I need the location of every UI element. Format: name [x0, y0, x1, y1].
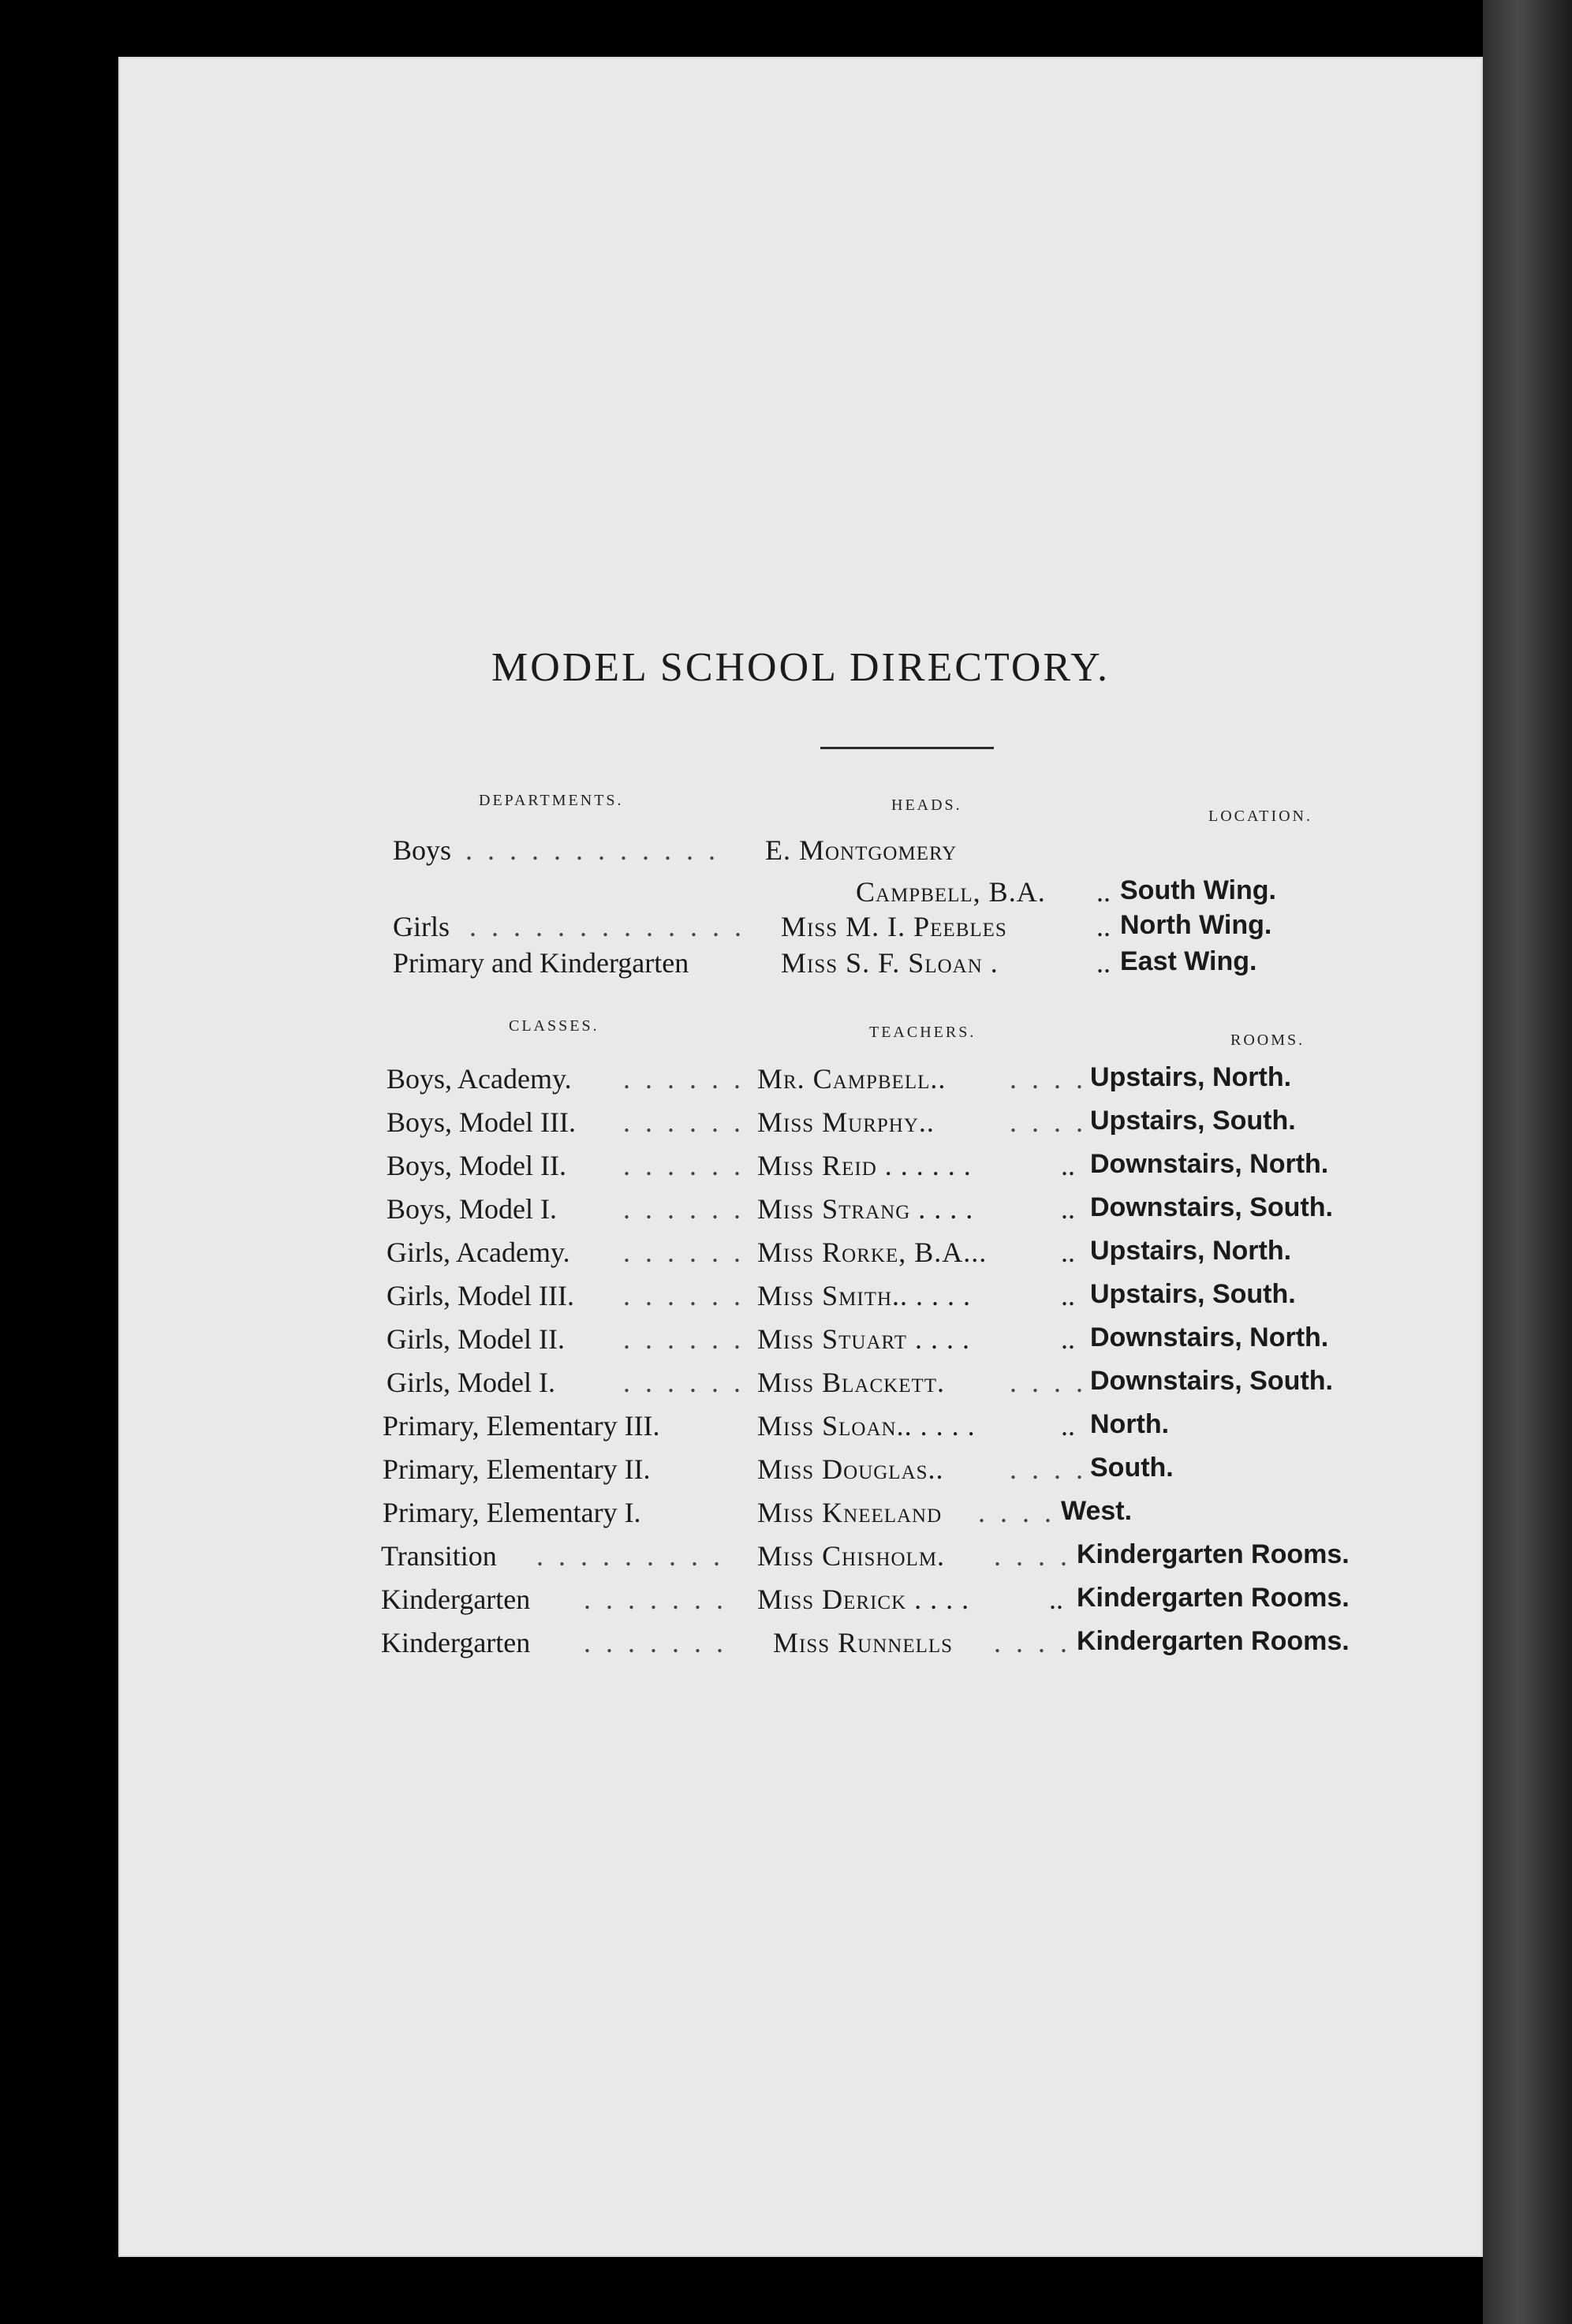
leader-dots: . . . . [1010, 1453, 1087, 1485]
department-location: South Wing. [1120, 875, 1276, 905]
class-room: West. [1061, 1496, 1133, 1526]
class-row [118, 1236, 1483, 1274]
leader-dots: . . . . [1010, 1106, 1087, 1138]
department-location: East Wing. [1120, 946, 1257, 976]
class-name: Transition [381, 1540, 497, 1572]
leader-dots: .. [1061, 1237, 1075, 1268]
leader-dots: . . . . [978, 1497, 1055, 1528]
class-row [118, 1366, 1483, 1404]
title-divider [820, 747, 994, 749]
class-row [118, 1279, 1483, 1317]
class-name: Boys, Model I. [386, 1193, 557, 1225]
class-teacher: Miss Blackett. [757, 1367, 946, 1398]
class-name: Kindergarten [381, 1584, 531, 1615]
class-room: Upstairs, North. [1090, 1062, 1292, 1092]
leader-dots: . . . . . . [623, 1367, 745, 1398]
class-row [118, 1149, 1483, 1187]
class-name: Girls, Model I. [386, 1367, 555, 1398]
class-room: Upstairs, South. [1090, 1279, 1296, 1309]
leader-dots: .. [1061, 1150, 1075, 1181]
class-teacher: Miss Stuart . . . . [757, 1323, 970, 1355]
department-head-line2: Campbell, B.A. [856, 876, 1046, 908]
leader-dots: . . . . [1010, 1367, 1087, 1398]
class-teacher: Miss Reid . . . . . . [757, 1150, 972, 1181]
class-room: Kindergarten Rooms. [1077, 1539, 1350, 1569]
class-teacher: Miss Derick . . . . [757, 1584, 970, 1615]
class-teacher: Miss Kneeland [757, 1497, 943, 1528]
class-room: Downstairs, South. [1090, 1192, 1333, 1222]
leader-dots: .. [1096, 911, 1111, 942]
class-teacher: Mr. Campbell.. [757, 1063, 947, 1095]
page-title: MODEL SCHOOL DIRECTORY. [491, 645, 1111, 690]
class-teacher: Miss Douglas.. [757, 1453, 944, 1485]
class-room: Kindergarten Rooms. [1077, 1583, 1350, 1613]
department-row [118, 946, 1483, 984]
class-room: Upstairs, North. [1090, 1236, 1292, 1266]
class-row [118, 1192, 1483, 1230]
department-name: Girls [393, 911, 450, 942]
leader-dots: . . . . . . . [584, 1627, 727, 1658]
leader-dots: .. [1061, 1280, 1075, 1311]
department-head: E. Montgomery [765, 834, 958, 866]
leader-dots: . . . . . . [623, 1150, 745, 1181]
class-row [118, 1062, 1483, 1100]
class-row [118, 1539, 1483, 1577]
class-name: Boys, Model II. [386, 1150, 566, 1181]
document-page [118, 57, 1483, 2257]
department-location: North Wing. [1120, 910, 1272, 940]
department-row [118, 910, 1483, 948]
leader-dots: . . . . . . . . . [536, 1540, 724, 1572]
class-room: South. [1090, 1453, 1174, 1483]
leader-dots: . . . . . . [623, 1106, 745, 1138]
location-header: LOCATION. [1208, 808, 1312, 825]
class-teacher: Miss Runnells [773, 1627, 954, 1658]
class-name: Girls, Model II. [386, 1323, 565, 1355]
leader-dots: . . . . . . [623, 1063, 745, 1095]
leader-dots: .. [1049, 1584, 1063, 1615]
class-teacher: Miss Sloan.. . . . . [757, 1410, 976, 1442]
class-teacher: Miss Strang . . . . [757, 1193, 974, 1225]
class-row [118, 1106, 1483, 1143]
class-row [118, 1583, 1483, 1621]
class-room: Downstairs, North. [1090, 1149, 1329, 1179]
department-row [118, 834, 1483, 871]
class-teacher: Miss Smith.. . . . . [757, 1280, 972, 1311]
class-room: Upstairs, South. [1090, 1106, 1296, 1136]
leader-dots: . . . . . . . [584, 1584, 727, 1615]
leader-dots: .. [1061, 1323, 1075, 1355]
leader-dots: .. [1096, 947, 1111, 979]
leader-dots: . . . . [994, 1540, 1071, 1572]
book-spine-edge [1483, 0, 1572, 2324]
department-head: Miss M. I. Peebles [781, 911, 1007, 942]
class-row [118, 1626, 1483, 1664]
class-row [118, 1496, 1483, 1534]
class-room: Downstairs, South. [1090, 1366, 1333, 1396]
class-teacher: Miss Chisholm. [757, 1540, 946, 1572]
class-name: Kindergarten [381, 1627, 531, 1658]
rooms-header: ROOMS. [1230, 1031, 1305, 1049]
leader-dots: . . . . . . . . . . . . . [469, 911, 745, 942]
leader-dots: . . . . [1010, 1063, 1087, 1095]
leader-dots: . . . . . . [623, 1280, 745, 1311]
classes-header: CLASSES. [509, 1017, 599, 1035]
class-name: Primary, Elementary I. [383, 1497, 641, 1528]
departments-header: DEPARTMENTS. [479, 792, 624, 809]
class-teacher: Miss Rorke, B.A... [757, 1237, 988, 1268]
department-row-continuation [118, 875, 1483, 913]
class-name: Girls, Model III. [386, 1280, 574, 1311]
class-name: Primary, Elementary III. [383, 1410, 660, 1442]
teachers-header: TEACHERS. [869, 1024, 976, 1041]
class-room: Downstairs, North. [1090, 1322, 1329, 1352]
class-name: Boys, Academy. [386, 1063, 572, 1095]
leader-dots: . . . . . . [623, 1193, 745, 1225]
heads-header: HEADS. [891, 796, 962, 814]
department-name: Boys [393, 834, 452, 866]
class-room: North. [1090, 1409, 1170, 1439]
class-row [118, 1453, 1483, 1490]
class-row [118, 1409, 1483, 1447]
class-name: Primary, Elementary II. [383, 1453, 651, 1485]
leader-dots: . . . . [994, 1627, 1071, 1658]
class-row [118, 1322, 1483, 1360]
leader-dots: .. [1061, 1410, 1075, 1442]
class-room: Kindergarten Rooms. [1077, 1626, 1350, 1656]
leader-dots: .. [1096, 876, 1111, 908]
department-head: Miss S. F. Sloan . [781, 947, 999, 979]
leader-dots: .. [1061, 1193, 1075, 1225]
department-name: Primary and Kindergarten [393, 947, 689, 979]
class-name: Boys, Model III. [386, 1106, 576, 1138]
class-name: Girls, Academy. [386, 1237, 570, 1268]
leader-dots: . . . . . . . . . . . . [465, 834, 719, 866]
leader-dots: . . . . . . [623, 1237, 745, 1268]
leader-dots: . . . . . . [623, 1323, 745, 1355]
class-teacher: Miss Murphy.. [757, 1106, 935, 1138]
